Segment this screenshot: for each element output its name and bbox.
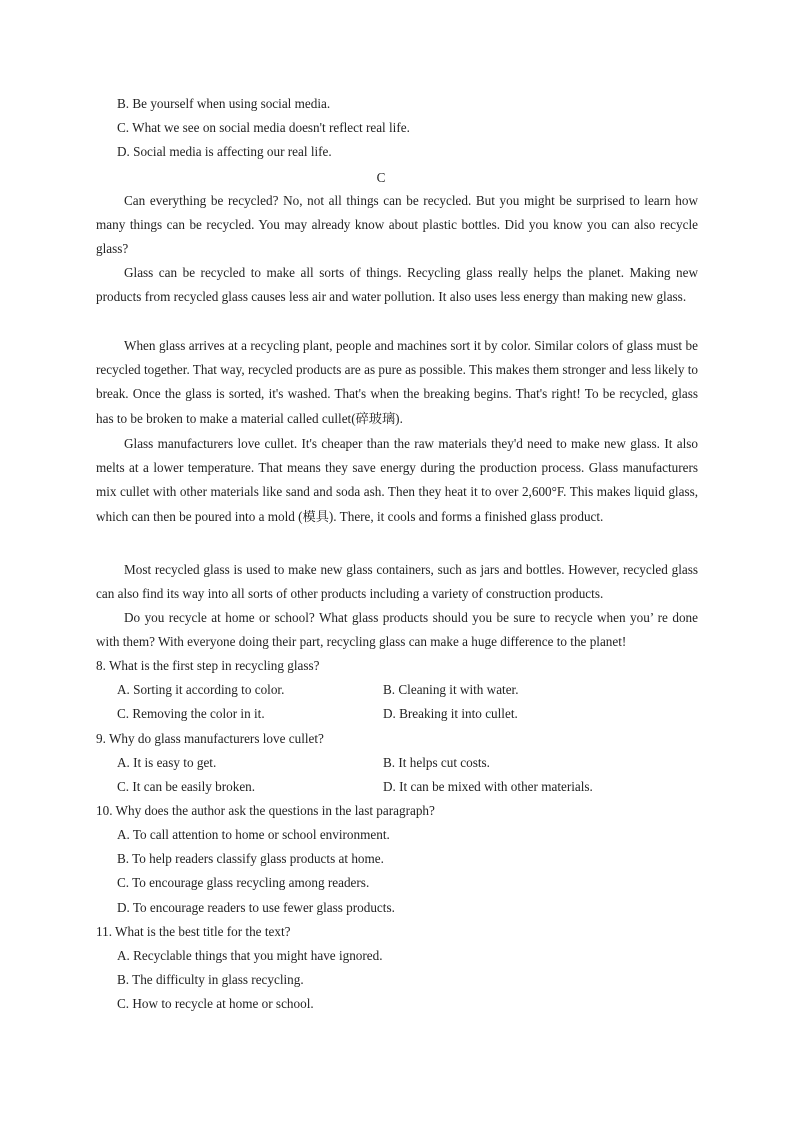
passage-paragraph-6: Do you recycle at home or school? What glass products should you be sure to recycle when you’ re done with them? With everyone doing their part, recycling glass can make a huge difference to the planet! — [96, 610, 698, 650]
question-8-option-a: A. Sorting it according to color. — [117, 682, 285, 697]
question-8-option-c: C. Removing the color in it. — [117, 706, 265, 721]
prev-option-c: C. What we see on social media doesn't reflect real life. — [117, 120, 410, 135]
question-9-option-a: A. It is easy to get. — [117, 755, 217, 770]
prev-option-b: B. Be yourself when using social media. — [117, 96, 331, 111]
question-10-stem: 10. Why does the author ask the questions in the last paragraph? — [96, 803, 435, 818]
prev-option-d: D. Social media is affecting our real life. — [117, 144, 332, 159]
question-9-stem: 9. Why do glass manufacturers love cullet? — [96, 731, 324, 746]
passage-paragraph-1: Can everything be recycled? No, not all things can be recycled. But you might be surprised to learn how many things can be recycled. You may already know about plastic bottles. Did you know you can also recycle glass? — [96, 193, 698, 257]
question-8-stem: 8. What is the first step in recycling glass? — [96, 658, 320, 673]
question-10-option-b: B. To help readers classify glass products at home. — [117, 851, 384, 866]
question-11-option-c: C. How to recycle at home or school. — [117, 996, 314, 1011]
passage-paragraph-3: When glass arrives at a recycling plant, people and machines sort it by color. Similar colors of glass must be recycled together. That way, recycled products are as pure as possible. This makes them stronger and less likely to break. Once the glass is sorted, it's washed. That's when the breaking begins. That's right! To be recycled, glass has to be broken to make a material called cullet(碎玻璃). — [96, 338, 698, 426]
section-label: C — [376, 170, 386, 185]
question-11-stem: 11. What is the best title for the text? — [96, 924, 291, 939]
question-8-option-b: B. Cleaning it with water. — [383, 682, 519, 697]
passage-paragraph-4: Glass manufacturers love cullet. It's cheaper than the raw materials they'd need to make new glass. It also melts at a lower temperature. That means they save energy during the production process. Glass manufacturers mix cullet with other materials like sand and soda ash. Then they heat it to over 2,600°F. This makes liquid glass, which can then be poured into a mold (模具). There, it cools and forms a finished glass product. — [96, 436, 698, 524]
question-8-option-d: D. Breaking it into cullet. — [383, 706, 518, 721]
question-9-option-c: C. It can be easily broken. — [117, 779, 256, 794]
question-11-option-b: B. The difficulty in glass recycling. — [117, 972, 304, 987]
question-10-option-a: A. To call attention to home or school environment. — [117, 827, 390, 842]
question-9-option-d: D. It can be mixed with other materials. — [383, 779, 593, 794]
question-10-option-c: C. To encourage glass recycling among readers. — [117, 875, 370, 890]
question-11-option-a: A. Recyclable things that you might have ignored. — [117, 948, 383, 963]
question-10-option-d: D. To encourage readers to use fewer glass products. — [117, 900, 395, 915]
passage-paragraph-2: Glass can be recycled to make all sorts of things. Recycling glass really helps the planet. Making new products from recycled glass causes less air and water pollution. It also uses less energy than making new glass. — [96, 265, 698, 305]
question-9-option-b: B. It helps cut costs. — [383, 755, 490, 770]
passage-paragraph-5: Most recycled glass is used to make new glass containers, such as jars and bottles. However, recycled glass can also find its way into all sorts of other products including a variety of construction products. — [96, 562, 698, 602]
